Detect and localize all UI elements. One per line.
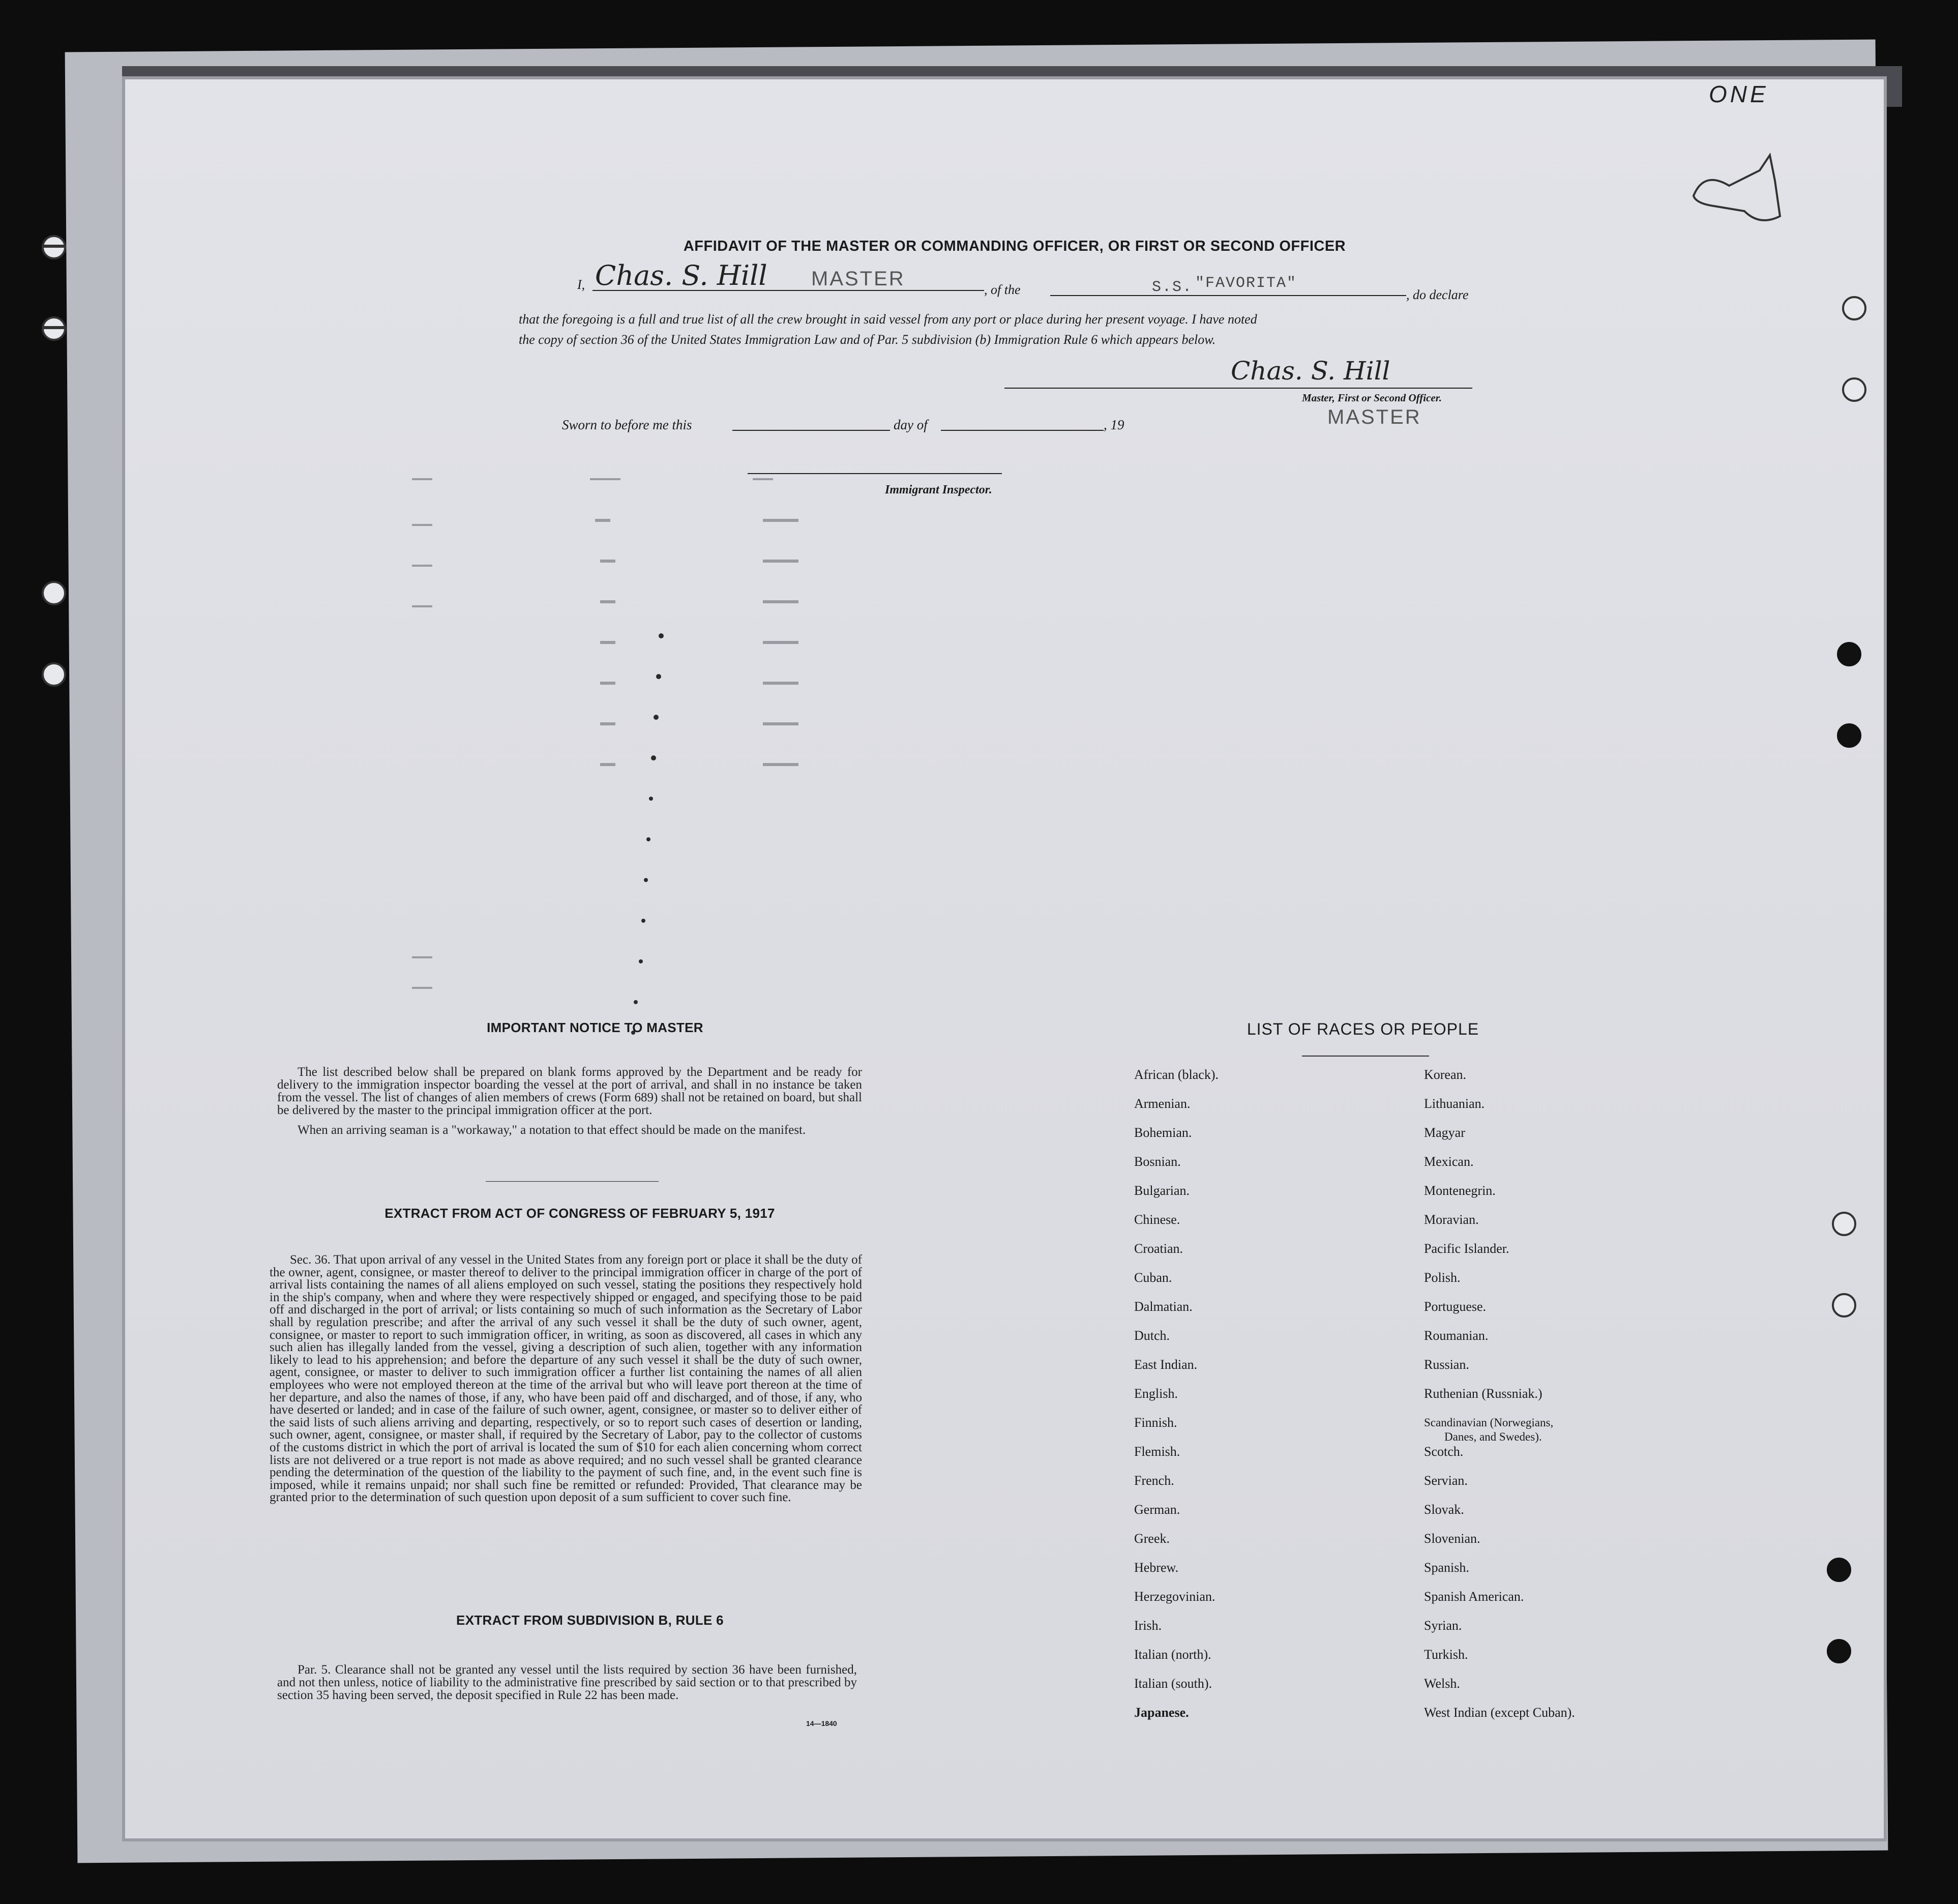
- race-item: Flemish.: [1134, 1444, 1180, 1459]
- affidavit-i: I,: [577, 277, 585, 292]
- race-item: Italian (north).: [1134, 1647, 1211, 1662]
- form-number: 14—1840: [806, 1719, 837, 1727]
- paper-clip-icon: [1683, 150, 1785, 237]
- rank-stamp-2: MASTER: [1327, 406, 1421, 428]
- race-item: Syrian.: [1424, 1618, 1462, 1633]
- notice-divider: [486, 1181, 659, 1182]
- race-item: Scotch.: [1424, 1444, 1464, 1459]
- binder-hole-icon: [1842, 377, 1866, 402]
- sworn-text: Sworn to before me this: [562, 417, 692, 432]
- race-item: Croatian.: [1134, 1241, 1183, 1256]
- act-extract-body: [270, 1254, 862, 1511]
- race-item: Moravian.: [1424, 1212, 1479, 1227]
- race-item: Magyar: [1424, 1125, 1465, 1140]
- race-item: Bulgarian.: [1134, 1183, 1190, 1198]
- year-prefix: , 19: [1104, 417, 1124, 432]
- race-item: Spanish.: [1424, 1560, 1469, 1575]
- signature-rule: [1004, 388, 1472, 389]
- race-item: Japanese.: [1134, 1705, 1189, 1720]
- race-item: French.: [1134, 1473, 1174, 1488]
- race-item: Polish.: [1424, 1270, 1461, 1285]
- notice-title: IMPORTANT NOTICE TO MASTER: [487, 1020, 703, 1035]
- affidavit-declare: , do declare: [1406, 287, 1469, 302]
- race-item: Irish.: [1134, 1618, 1162, 1633]
- race-item: Chinese.: [1134, 1212, 1180, 1227]
- race-item: Herzegovinian.: [1134, 1589, 1215, 1604]
- binder-hole-icon: [42, 662, 66, 687]
- race-item: Bosnian.: [1134, 1154, 1181, 1169]
- binder-hole-icon: [1842, 296, 1866, 320]
- race-item: East Indian.: [1134, 1357, 1198, 1372]
- race-item: German.: [1134, 1502, 1180, 1517]
- vessel-name: "FAVORITA": [1195, 275, 1297, 292]
- rule-extract-title: EXTRACT FROM SUBDIVISION B, RULE 6: [456, 1613, 724, 1628]
- act-extract-title: EXTRACT FROM ACT OF CONGRESS OF FEBRUARY 5, 1917: [384, 1206, 775, 1221]
- race-item: Dalmatian.: [1134, 1299, 1193, 1314]
- race-item: Servian.: [1424, 1473, 1468, 1488]
- day-of: day of: [894, 417, 928, 432]
- race-item: West Indian (except Cuban).: [1424, 1705, 1575, 1720]
- binder-hole-icon: [1832, 1293, 1856, 1317]
- notice-body: [277, 1066, 862, 1144]
- race-item: Dutch.: [1134, 1328, 1170, 1343]
- race-item: Slovak.: [1424, 1502, 1464, 1517]
- affidavit-line-3: the copy of section 36 of the United States Immigration Law and of Par. 5 subdivision (b) Immigration Rule 6 which appears below.: [519, 332, 1216, 347]
- race-item: Pacific Islander.: [1424, 1241, 1509, 1256]
- sworn-month-rule: [941, 430, 1104, 431]
- notice-paragraph: The list described below shall be prepared on blank forms approved by the Department and be ready for delivery to the immigration inspector boarding the vessel at the port of arrival, and shall in no instance be taken from the vessel. The list of changes of alien members of crews (Form 689) shall not be retained on board, but shall be delivered by the master to the principal immigration officer at the port.: [277, 1065, 862, 1117]
- binder-hole-icon: [1827, 1639, 1851, 1663]
- race-item: African (black).: [1134, 1067, 1219, 1082]
- race-item: Turkish.: [1424, 1647, 1468, 1662]
- race-item: Danes, and Swedes).: [1444, 1430, 1542, 1443]
- act-extract-text: Sec. 36. That upon arrival of any vessel in the United States from any foreign port or place it shall be the duty of the owner, agent, consignee, or master thereof to deliver to the principal immigration officer in charge of the port of arrival lists containing the names of all aliens employed on such vessel, stating the positions they respectively hold in the ship's company, when and where they were respectively shipped or engaged, and specifying those to be paid off and discharged in the port of arrival; or lists containing so much of such information as the Secretary of Labor shall by regulation prescribe; and after the arrival of any such vessel it shall be the duty of such owner, agent, consignee, or master to report to such immigration officer, in writing, as soon as discovered, all cases in which any such alien has illegally landed from the vessel, giving a description of such alien, together with any information likely to lead to his apprehension; and before the departure of any such vessel it shall be the duty of such owner, agent, consignee, or master to deliver to such immigration officer a further list containing the names of all alien employees who were not employed thereon at the time of the arrival but who will leave port thereon at the time of her departure, and also the names of those, if any, who have been paid off and discharged, and of those, if any, who have deserted or landed; and in case of the failure of such owner, agent, consignee, or master so to deliver either of the said lists of such aliens arriving and departing, respectively, or so to report such cases of desertion or landing, such owner, agent, consignee, or master shall, if required by the Secretary of Labor, pay to the collector of customs of the customs district in which the port of arrival is located the sum of $10 for each alien concerning whom correct lists are not delivered or a true report is not made as above required; and no such vessel shall be granted clearance pending the determination of the question of the liability to the payment of such fine, and, in the event such fine is imposed, while it remains unpaid; nor shall such fine be remitted or refunded: Provided, That clearance may be granted prior to the determination of such question upon deposit of a sum sufficient to cover such fine.: [270, 1253, 862, 1505]
- race-item: Italian (south).: [1134, 1676, 1212, 1691]
- notice-paragraph: When an arriving seaman is a "workaway," a notation to that effect should be made on the manifest.: [298, 1123, 806, 1137]
- race-item: Russian.: [1424, 1357, 1469, 1372]
- race-item: Welsh.: [1424, 1676, 1460, 1691]
- binder-hole-icon: [1837, 723, 1861, 748]
- race-item: Scandinavian (Norwegians,: [1424, 1416, 1554, 1429]
- race-item: Ruthenian (Russniak.): [1424, 1386, 1542, 1401]
- sworn-day-rule: [732, 430, 890, 431]
- races-title: LIST OF RACES OR PEOPLE: [1247, 1020, 1479, 1038]
- binder-hole-icon: [42, 235, 66, 259]
- race-item: Montenegrin.: [1424, 1183, 1496, 1198]
- binder-hole-icon: [1837, 642, 1861, 666]
- officer-caption: Master, First or Second Officer.: [1302, 392, 1442, 404]
- binder-hole-icon: [1832, 1212, 1856, 1236]
- race-item: Greek.: [1134, 1531, 1170, 1546]
- race-item: Spanish American.: [1424, 1589, 1524, 1604]
- affidavit-of-the: , of the: [984, 282, 1021, 297]
- races-title-rule: [1302, 1056, 1429, 1057]
- race-item: English.: [1134, 1386, 1178, 1401]
- vessel-rule: [1050, 295, 1406, 296]
- race-item: Slovenian.: [1424, 1531, 1480, 1546]
- handwritten-signer-name: Chas. S. Hill: [595, 259, 767, 291]
- race-item: Bohemian.: [1134, 1125, 1192, 1140]
- race-item: Roumanian.: [1424, 1328, 1489, 1343]
- binder-hole-icon: [1827, 1558, 1851, 1582]
- rule-extract-text: Par. 5. Clearance shall not be granted any vessel until the lists required by section 36 have been furnished, and not then unless, notice of liability to the administrative fine prescribed by said section or to that prescribed by section 35 having been served, the deposit specified in Rule 22 has been made.: [277, 1663, 857, 1702]
- race-item: Armenian.: [1134, 1096, 1191, 1111]
- binder-hole-icon: [42, 581, 66, 605]
- race-item: Hebrew.: [1134, 1560, 1179, 1575]
- binder-hole-icon: [42, 316, 66, 341]
- race-item: Cuban.: [1134, 1270, 1172, 1285]
- race-item: Korean.: [1424, 1067, 1467, 1082]
- sheet-number: ONE: [1709, 81, 1769, 107]
- race-item: Finnish.: [1134, 1415, 1177, 1430]
- vessel-prefix: S.S.: [1152, 279, 1193, 296]
- rule-extract-body: [277, 1663, 857, 1709]
- race-item: Portuguese.: [1424, 1299, 1487, 1314]
- rank-stamp: MASTER: [811, 268, 905, 290]
- race-item: Mexican.: [1424, 1154, 1474, 1169]
- handwritten-signature: Chas. S. Hill: [1231, 356, 1390, 386]
- inspector-caption: Immigrant Inspector.: [885, 483, 992, 496]
- race-item: Lithuanian.: [1424, 1096, 1485, 1111]
- affidavit-line-2: that the foregoing is a full and true list of all the crew brought in said vessel from any port or place during her present voyage. I have noted: [519, 312, 1257, 327]
- affidavit-title: AFFIDAVIT OF THE MASTER OR COMMANDING OFFICER, OR FIRST OR SECOND OFFICER: [683, 238, 1346, 254]
